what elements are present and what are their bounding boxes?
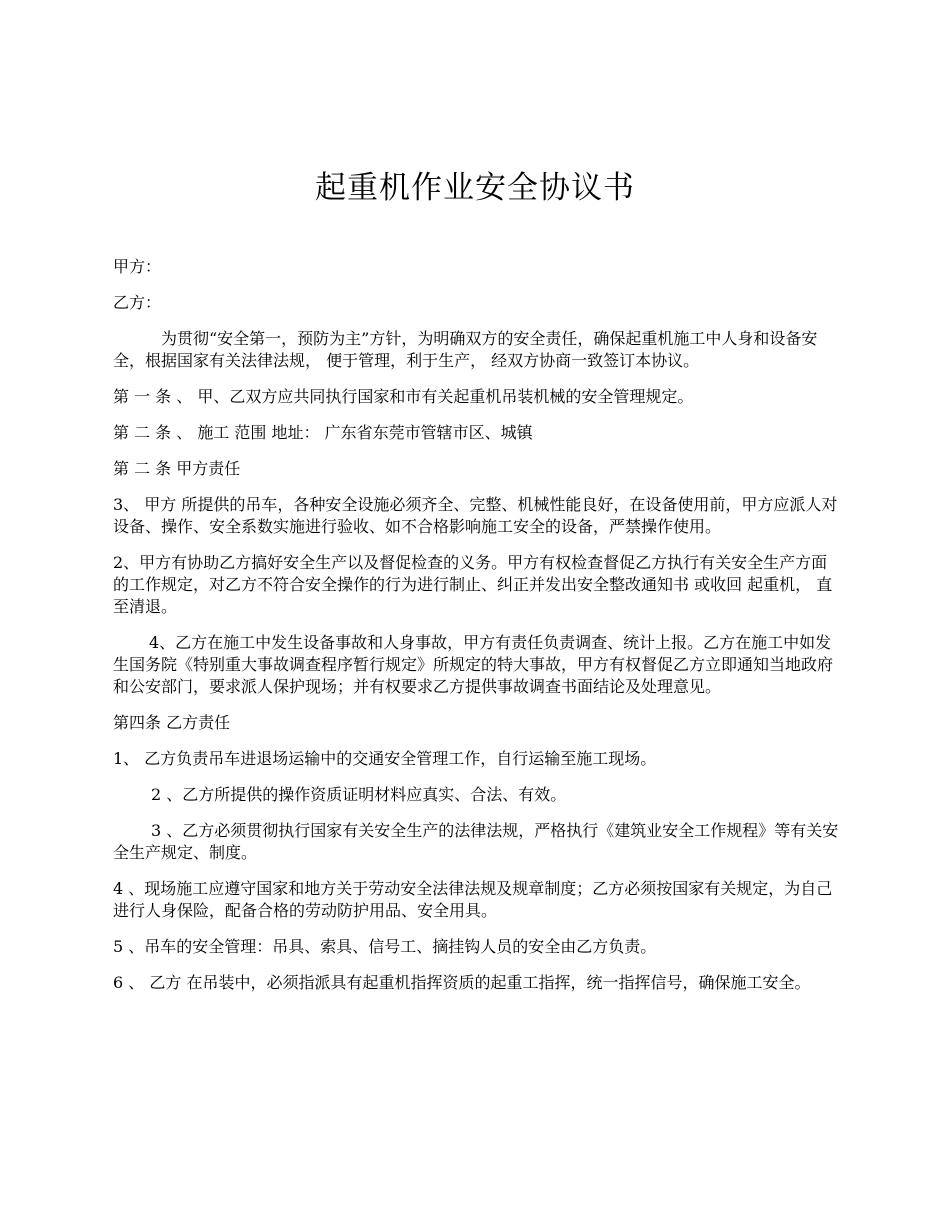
party-b-item-5: 5 、吊车的安全管理：吊具、索具、信号工、摘挂钩人员的安全由乙方负责。 <box>113 937 657 956</box>
document-title: 起重机作业安全协议书 <box>315 170 635 206</box>
party-b-item-3: 3 、乙方必须贯彻执行国家有关安全生产的法律法规，严格执行《建筑业安全工作规程》等有关安全生产规定、制度。 <box>113 821 839 862</box>
party-b-line: 乙方： <box>113 293 162 312</box>
party-a-item-4: 4、乙方在施工中发生设备事故和人身事故，甲方有责任负责调查、统计上报。乙方在施工中如发生国务院《特别重大事故调查程序暂行规定》所规定的特大事故，甲方有权督促乙方立即通知当地政府和公安部门，要求派人保护现场；并有权要求乙方提供事故调查书面结论及处理意见。 <box>113 633 834 696</box>
article-1: 第 一 条 、 甲、乙双方应共同执行国家和市有关起重机吊装机械的安全管理规定。 <box>113 387 694 406</box>
article-2: 第 二 条 、 施工 范围 地址： 广东省东莞市管辖市区、城镇 <box>113 423 533 442</box>
party-b-item-2: 2 、乙方所提供的操作资质证明材料应真实、合法、有效。 <box>151 785 567 804</box>
party-b-item-1: 1、 乙方负责吊车进退场运输中的交通安全管理工作，自行运输至施工现场。 <box>113 749 657 768</box>
party-b-item-4: 4 、现场施工应遵守国家和地方关于劳动安全法律法规及规章制度；乙方必须按国家有关规定，为自己进行人身保险，配备合格的劳动防护用品、安全用具。 <box>113 879 833 920</box>
document-body <box>113 256 843 1008</box>
party-b-item-6: 6 、 乙方 在吊装中，必须指派具有起重机指挥资质的起重工指挥，统一指挥信号，确保施工安全。 <box>113 973 811 992</box>
article-4-heading: 第四条 乙方责任 <box>113 713 231 732</box>
intro-paragraph: 为贯彻“安全第一，预防为主”方针，为明确双方的安全责任，确保起重机施工中人身和设备安全，根据国家有关法律法规， 便于管理，利于生产， 经双方协商一致签订本协议。 <box>113 329 818 370</box>
party-a-line: 甲方： <box>113 257 162 276</box>
party-a-item-2: 2、甲方有协助乙方搞好安全生产以及督促检查的义务。甲方有权检查督促乙方执行有关安全生产方面的工作规定，对乙方不符合安全操作的行为进行制止、纠正并发出安全整改通知书 或收回 起重机， 直至清退。 <box>113 553 833 616</box>
party-a-item-3: 3、 甲方 所提供的吊车，各种安全设施必须齐全、完整、机械性能良好，在设备使用前，甲方应派人对设备、操作、安全系数实施进行验收、如不合格影响施工安全的设备，严禁操作使用。 <box>113 495 838 536</box>
article-3-heading: 第 二 条 甲方责任 <box>113 459 241 478</box>
